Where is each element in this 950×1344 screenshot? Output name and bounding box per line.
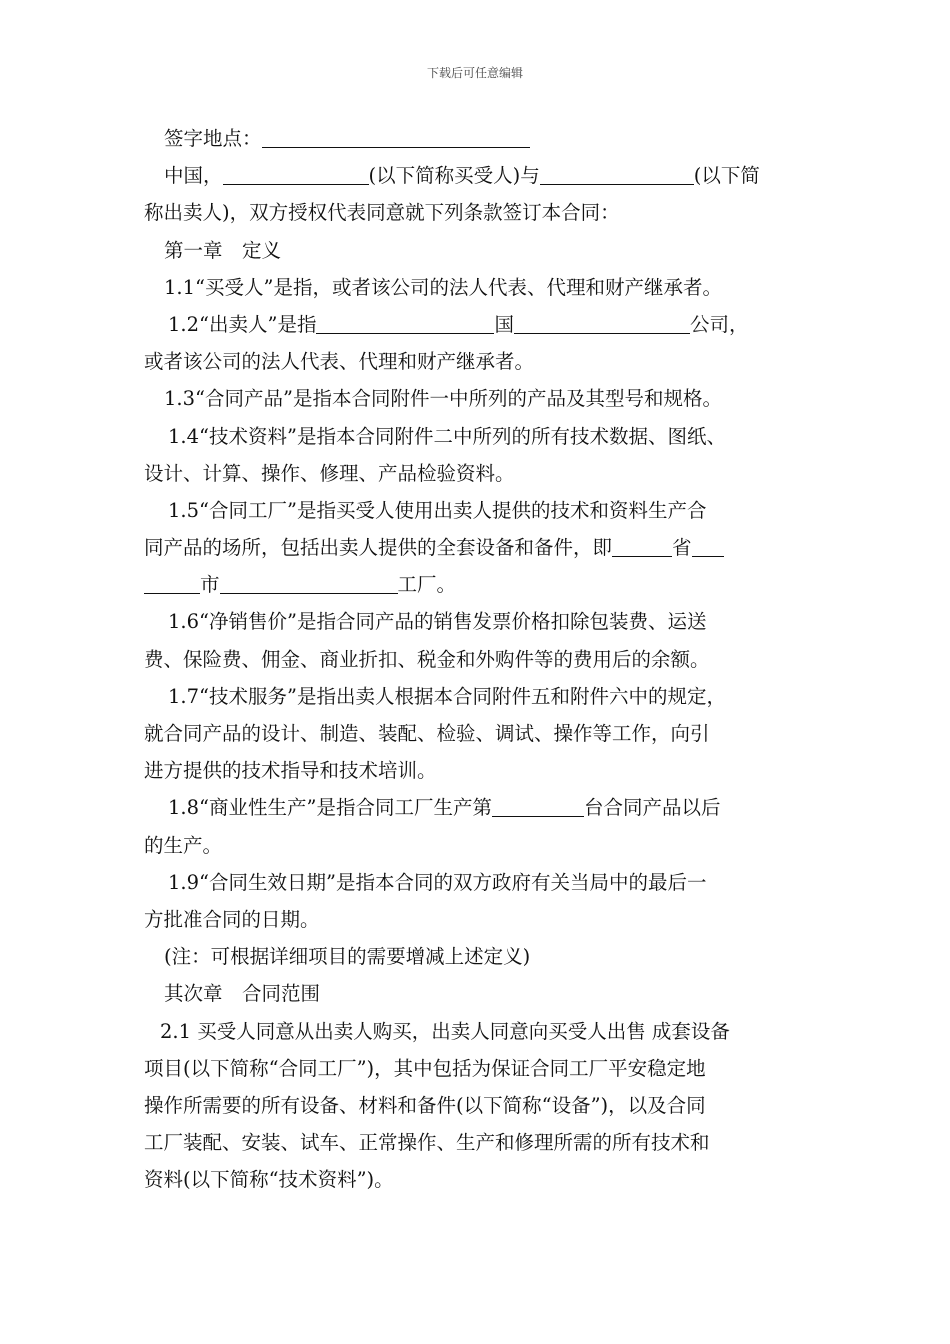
page-header: 下载后可任意编辑 <box>426 66 523 80</box>
intro-text: 中国， <box>164 164 223 188</box>
unit-count-blank <box>492 794 584 817</box>
definition-1-5-line-2 <box>144 529 812 566</box>
scope-2-1-line-5: 资料(以下简称“技术资料”)。 <box>144 1168 394 1192</box>
definition-text: 1.8“商业性生产”是指合同工厂生产第 <box>168 796 492 820</box>
definition-text: 市 <box>200 573 220 597</box>
definition-text: 国 <box>494 312 514 336</box>
definition-1-2-line-2: 或者该公司的法人代表、代理和财产继承者。 <box>144 350 535 374</box>
definition-text: 省 <box>672 536 692 560</box>
definition-1-3: 1.3“合同产品”是指本合同附件一中所列的产品及其型号和规格。 <box>164 387 722 411</box>
definition-text: 工厂。 <box>397 573 457 597</box>
definition-text: 公司， <box>689 312 749 336</box>
seller-blank <box>540 162 694 185</box>
company-blank <box>514 311 690 334</box>
sign-place-line <box>144 120 812 157</box>
definition-1-8-line-2: 的生产。 <box>144 833 223 857</box>
definition-1-7-line-2: 就合同产品的设计、制造、装配、检验、调试、操作等工作，向引 <box>144 722 710 745</box>
definition-1-5-line-3 <box>144 566 812 603</box>
intro-line-2: 称出卖人)，双方授权代表同意就下列条款签订本合同： <box>144 201 620 225</box>
intro-text: (以下简 <box>693 164 760 188</box>
definition-text: 1.2“出卖人”是指 <box>168 312 317 336</box>
scope-2-1-line-1: 2.1 买受人同意从出卖人购买，出卖人同意向买受人出售 成套设备 <box>160 1019 730 1043</box>
city-blank-part-1 <box>692 534 724 557</box>
definition-1-5-line-1: 1.5“合同工厂”是指买受人使用出卖人提供的技术和资料生产合 <box>168 498 707 522</box>
definitions-note: (注：可根据详细项目的需要增减上述定义) <box>164 945 531 969</box>
definition-1-4-line-2: 设计、计算、操作、修理、产品检验资料。 <box>144 461 515 485</box>
scope-2-1-line-3: 操作所需要的所有设备、材料和备件(以下简称“设备”)，以及合同 <box>144 1093 706 1117</box>
definition-1-6-line-1: 1.6“净销售价”是指合同产品的销售发票价格扣除包装费、运送 <box>168 610 707 634</box>
chapter-2-title: 其次章 合同范围 <box>164 982 321 1006</box>
definition-1-6-line-2: 费、保险费、佣金、商业折扣、税金和外购件等的费用后的余额。 <box>144 647 710 671</box>
intro-text: (以下简称买受人)与 <box>368 164 540 188</box>
sign-place-blank <box>262 125 530 148</box>
definition-text: 同产品的场所，包括出卖人提供的全套设备和备件，即 <box>144 536 613 560</box>
chapter-1-title: 第一章 定义 <box>164 238 282 262</box>
province-blank <box>612 534 672 557</box>
definition-1-8-line-1 <box>144 789 812 826</box>
definition-1-4-line-1: 1.4“技术资料”是指本合同附件二中所列的所有技术数据、图纸、 <box>168 424 726 448</box>
definition-1-1: 1.1“买受人”是指，或者该公司的法人代表、代理和财产继承者。 <box>164 275 722 299</box>
definition-text: 台合同产品以后 <box>583 796 721 820</box>
definition-1-2-line-1 <box>144 306 812 343</box>
definition-1-7-line-3: 进方提供的技术指导和技术培训。 <box>144 759 437 783</box>
definition-1-9-line-2: 方批准合同的日期。 <box>144 907 320 931</box>
country-blank <box>316 311 494 334</box>
city-blank-part-2 <box>144 571 200 594</box>
sign-place-label: 签字地点： <box>164 127 262 150</box>
scope-2-1-line-4: 工厂装配、安装、试车、正常操作、生产和修理所需的所有技术和 <box>144 1131 710 1155</box>
intro-line-1 <box>144 157 812 194</box>
definition-1-7-line-1: 1.7“技术服务”是指出卖人根据本合同附件五和附件六中的规定， <box>168 684 726 708</box>
contract-body <box>144 120 812 1198</box>
scope-2-1-line-2: 项目(以下简称“合同工厂”)，其中包括为保证合同工厂平安稳定地 <box>144 1056 706 1080</box>
factory-blank <box>220 571 398 594</box>
buyer-blank <box>223 162 369 185</box>
definition-1-9-line-1: 1.9“合同生效日期”是指本合同的双方政府有关当局中的最后一 <box>168 870 707 894</box>
